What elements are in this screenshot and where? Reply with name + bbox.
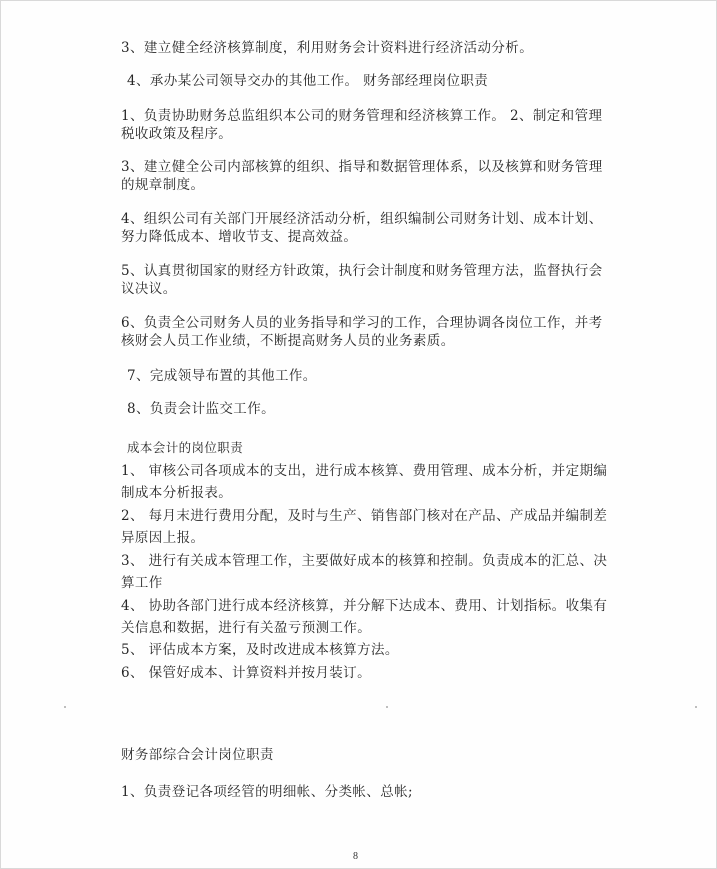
text-line: 4、组织公司有关部门开展经济活动分析，组织编制公司财务计划、成本计划、 [121, 211, 603, 227]
text-line: 关信息和数据，进行有关盈亏预测工作。 [121, 620, 372, 636]
scan-speck [64, 706, 66, 708]
text-line: 2、 每月末进行费用分配，及时与生产、销售部门核对在产品、产成品并编制差 [121, 508, 608, 524]
text-line: 4、 协助各部门进行成本经济核算，并分解下达成本、费用、计划指标。收集有 [121, 598, 608, 614]
scan-speck [695, 706, 697, 708]
text-line: 8、负责会计监交工作。 [127, 401, 275, 417]
text-line: 5、 评估成本方案，及时改进成本核算方法。 [121, 642, 399, 658]
text-line: 3、建立健全公司内部核算的组织、指导和数据管理体系，以及核算和财务管理 [121, 159, 603, 175]
text-line: 的规章制度。 [121, 177, 205, 193]
text-line: 1、负责登记各项经管的明细帐、分类帐、总帐; [121, 784, 413, 800]
text-line: 3、建立健全经济核算制度，利用财务会计资料进行经济活动分析。 [121, 40, 534, 56]
text-line: 算工作 [121, 575, 163, 591]
section-heading: 成本会计的岗位职责 [127, 440, 244, 455]
page-number: 8 [353, 851, 358, 862]
text-line: 制成本分析报表。 [121, 485, 233, 501]
section-heading: 财务部综合会计岗位职责 [121, 747, 274, 763]
text-line: 1、 审核公司各项成本的支出，进行成本核算、费用管理、成本分析，并定期编 [121, 463, 608, 479]
text-line: 5、认真贯彻国家的财经方针政策，执行会计制度和财务管理方法，监督执行会 [121, 263, 603, 279]
text-line: 6、负责全公司财务人员的业务指导和学习的工作，合理协调各岗位工作，并考 [121, 315, 603, 331]
text-line: 努力降低成本、增收节支、提高效益。 [121, 229, 358, 245]
text-line: 7、完成领导布置的其他工作。 [127, 368, 317, 384]
text-line: 核财会人员工作业绩，不断提高财务人员的业务素质。 [121, 333, 455, 349]
text-line: 6、 保管好成本、计算资料并按月装订。 [121, 665, 371, 681]
text-line: 3、 进行有关成本管理工作，主要做好成本的核算和控制。负责成本的汇总、决 [121, 553, 608, 569]
text-line: 4、承办某公司领导交办的其他工作。 财务部经理岗位职责 [127, 73, 489, 89]
text-line: 1、负责协助财务总监组织本公司的财务管理和经济核算工作。 2、制定和管理 [121, 108, 603, 124]
text-line: 异原因上报。 [121, 530, 205, 546]
text-line: 税收政策及程序。 [121, 126, 233, 142]
text-line: 议决议。 [121, 281, 177, 297]
scan-speck [386, 706, 388, 708]
